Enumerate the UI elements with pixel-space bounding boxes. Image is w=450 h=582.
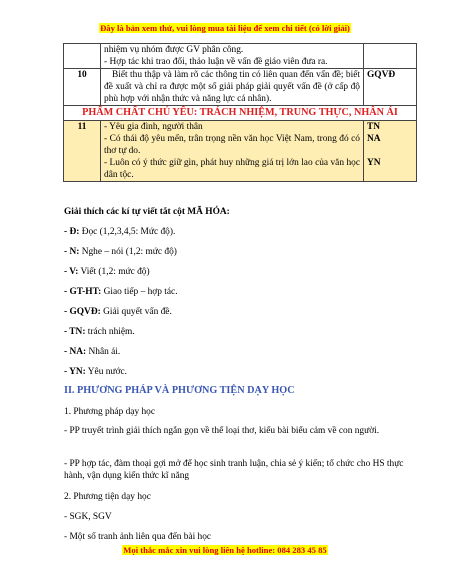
legend-desc: Nghe – nói (1,2: mức độ) [79,247,177,257]
description-line: - Yêu gia đình, người thân [104,122,203,132]
quality-header: PHẨM CHẤT CHỦ YẾU: TRÁCH NHIỆM, TRUNG THỰC, NHÂN ÁI [64,106,417,121]
legend-abbr: - YN: [64,367,86,377]
description-cell [101,121,364,182]
description-line: - Hợp tác khi trao đổi, thảo luận về vấn đề giáo viên đưa ra. [104,57,328,67]
legend-abbr: - Đ: [64,227,80,237]
legend-abbr: - TN: [64,327,86,337]
description-cell [101,44,364,69]
list-item: - Một số tranh ảnh liên qua đến bài học [64,532,212,542]
table-row [64,69,417,106]
code-cell [364,121,417,182]
code-cell [364,44,417,69]
legend-item [64,306,416,318]
description-line: nhiệm vụ nhóm được GV phân công. [104,45,244,55]
preview-notice-text: Đây là bản xem thử, vui lòng mua tài liệu để xem chi tiết (có lời giải) [100,23,350,33]
description-line: - Có thái độ yêu mến, trân trọng nền văn học Việt Nam, trong đó có thơ tự do. [104,134,360,156]
legend-desc: Giao tiếp – hợp tác. [101,287,178,297]
code-label: TN [367,122,381,132]
paragraph: - PP hợp tác, đàm thoại gợi mở để học sinh tranh luận, chia sẻ ý kiến; tổ chức cho HS thực hành, vận dụng kiến thức kĩ năng [64,459,404,481]
hotline-text: Mọi thắc mắc xin vui lòng liên hệ hotline: 084 283 45 85 [123,545,327,555]
legend-desc: Đọc (1,2,3,4,5: Mức độ). [79,227,176,237]
table-row [64,121,417,182]
table-row [64,106,417,121]
legend-item [64,366,416,378]
list-item: - SGK, SGV [64,512,112,522]
row-number-cell: 10 [64,69,101,106]
legend-item [64,286,416,298]
legend-item [64,226,416,238]
preview-notice-banner [0,23,450,33]
legend-abbr: - GQVĐ: [64,307,101,317]
legend-abbr: - N: [64,247,80,257]
code-cell: GQVĐ [364,69,417,106]
subsection-heading: 2. Phương tiện dạy học [64,492,151,502]
hotline-banner [0,545,450,555]
row-number-cell: 11 [64,121,101,182]
subsection-heading: 1. Phương pháp dạy học [64,407,156,417]
legend-item [64,326,416,338]
row-number-cell [64,44,101,69]
table-row [64,44,417,69]
legend-item [64,266,416,278]
legend-abbr: - V: [64,267,79,277]
description-line: - Luôn có ý thức giữ gìn, phát huy những giá trị lớn lao của văn học dân tộc. [104,158,360,180]
legend-desc: Yêu nước. [85,367,127,377]
legend-desc: Viết (1,2: mức độ) [78,267,150,277]
code-label: NA [367,134,381,144]
legend-desc: Nhân ái. [86,347,121,357]
description-line: Biết thu thập và làm rõ các thông tin có liên quan đến vấn đề; biết đề xuất và chỉ ra được một số giải pháp giải quyết vấn đề (ở cấp độ phù hợp với nhận thức và năng lực cá nhân). [104,70,360,104]
legend-desc: Giải quyết vấn đề. [100,307,172,317]
legend-item [64,346,416,358]
legend-item [64,246,416,258]
paragraph: - PP truyết trình giải thích ngắn gọn về thể loại thơ, kiểu bài biểu cảm về con người. [64,426,380,436]
legend-abbr: - NA: [64,347,87,357]
objectives-table [63,43,417,182]
legend-desc: trách nhiệm. [85,327,135,337]
description-cell [101,69,364,106]
legend-abbr: - GT-HT: [64,287,102,297]
legend-heading: Giải thích các kí tự viết tắt cột MÃ HÓA: [64,207,230,217]
section-title: II. PHƯƠNG PHÁP VÀ PHƯƠNG TIỆN DẠY HỌC [64,385,295,396]
code-label: YN [367,158,381,168]
